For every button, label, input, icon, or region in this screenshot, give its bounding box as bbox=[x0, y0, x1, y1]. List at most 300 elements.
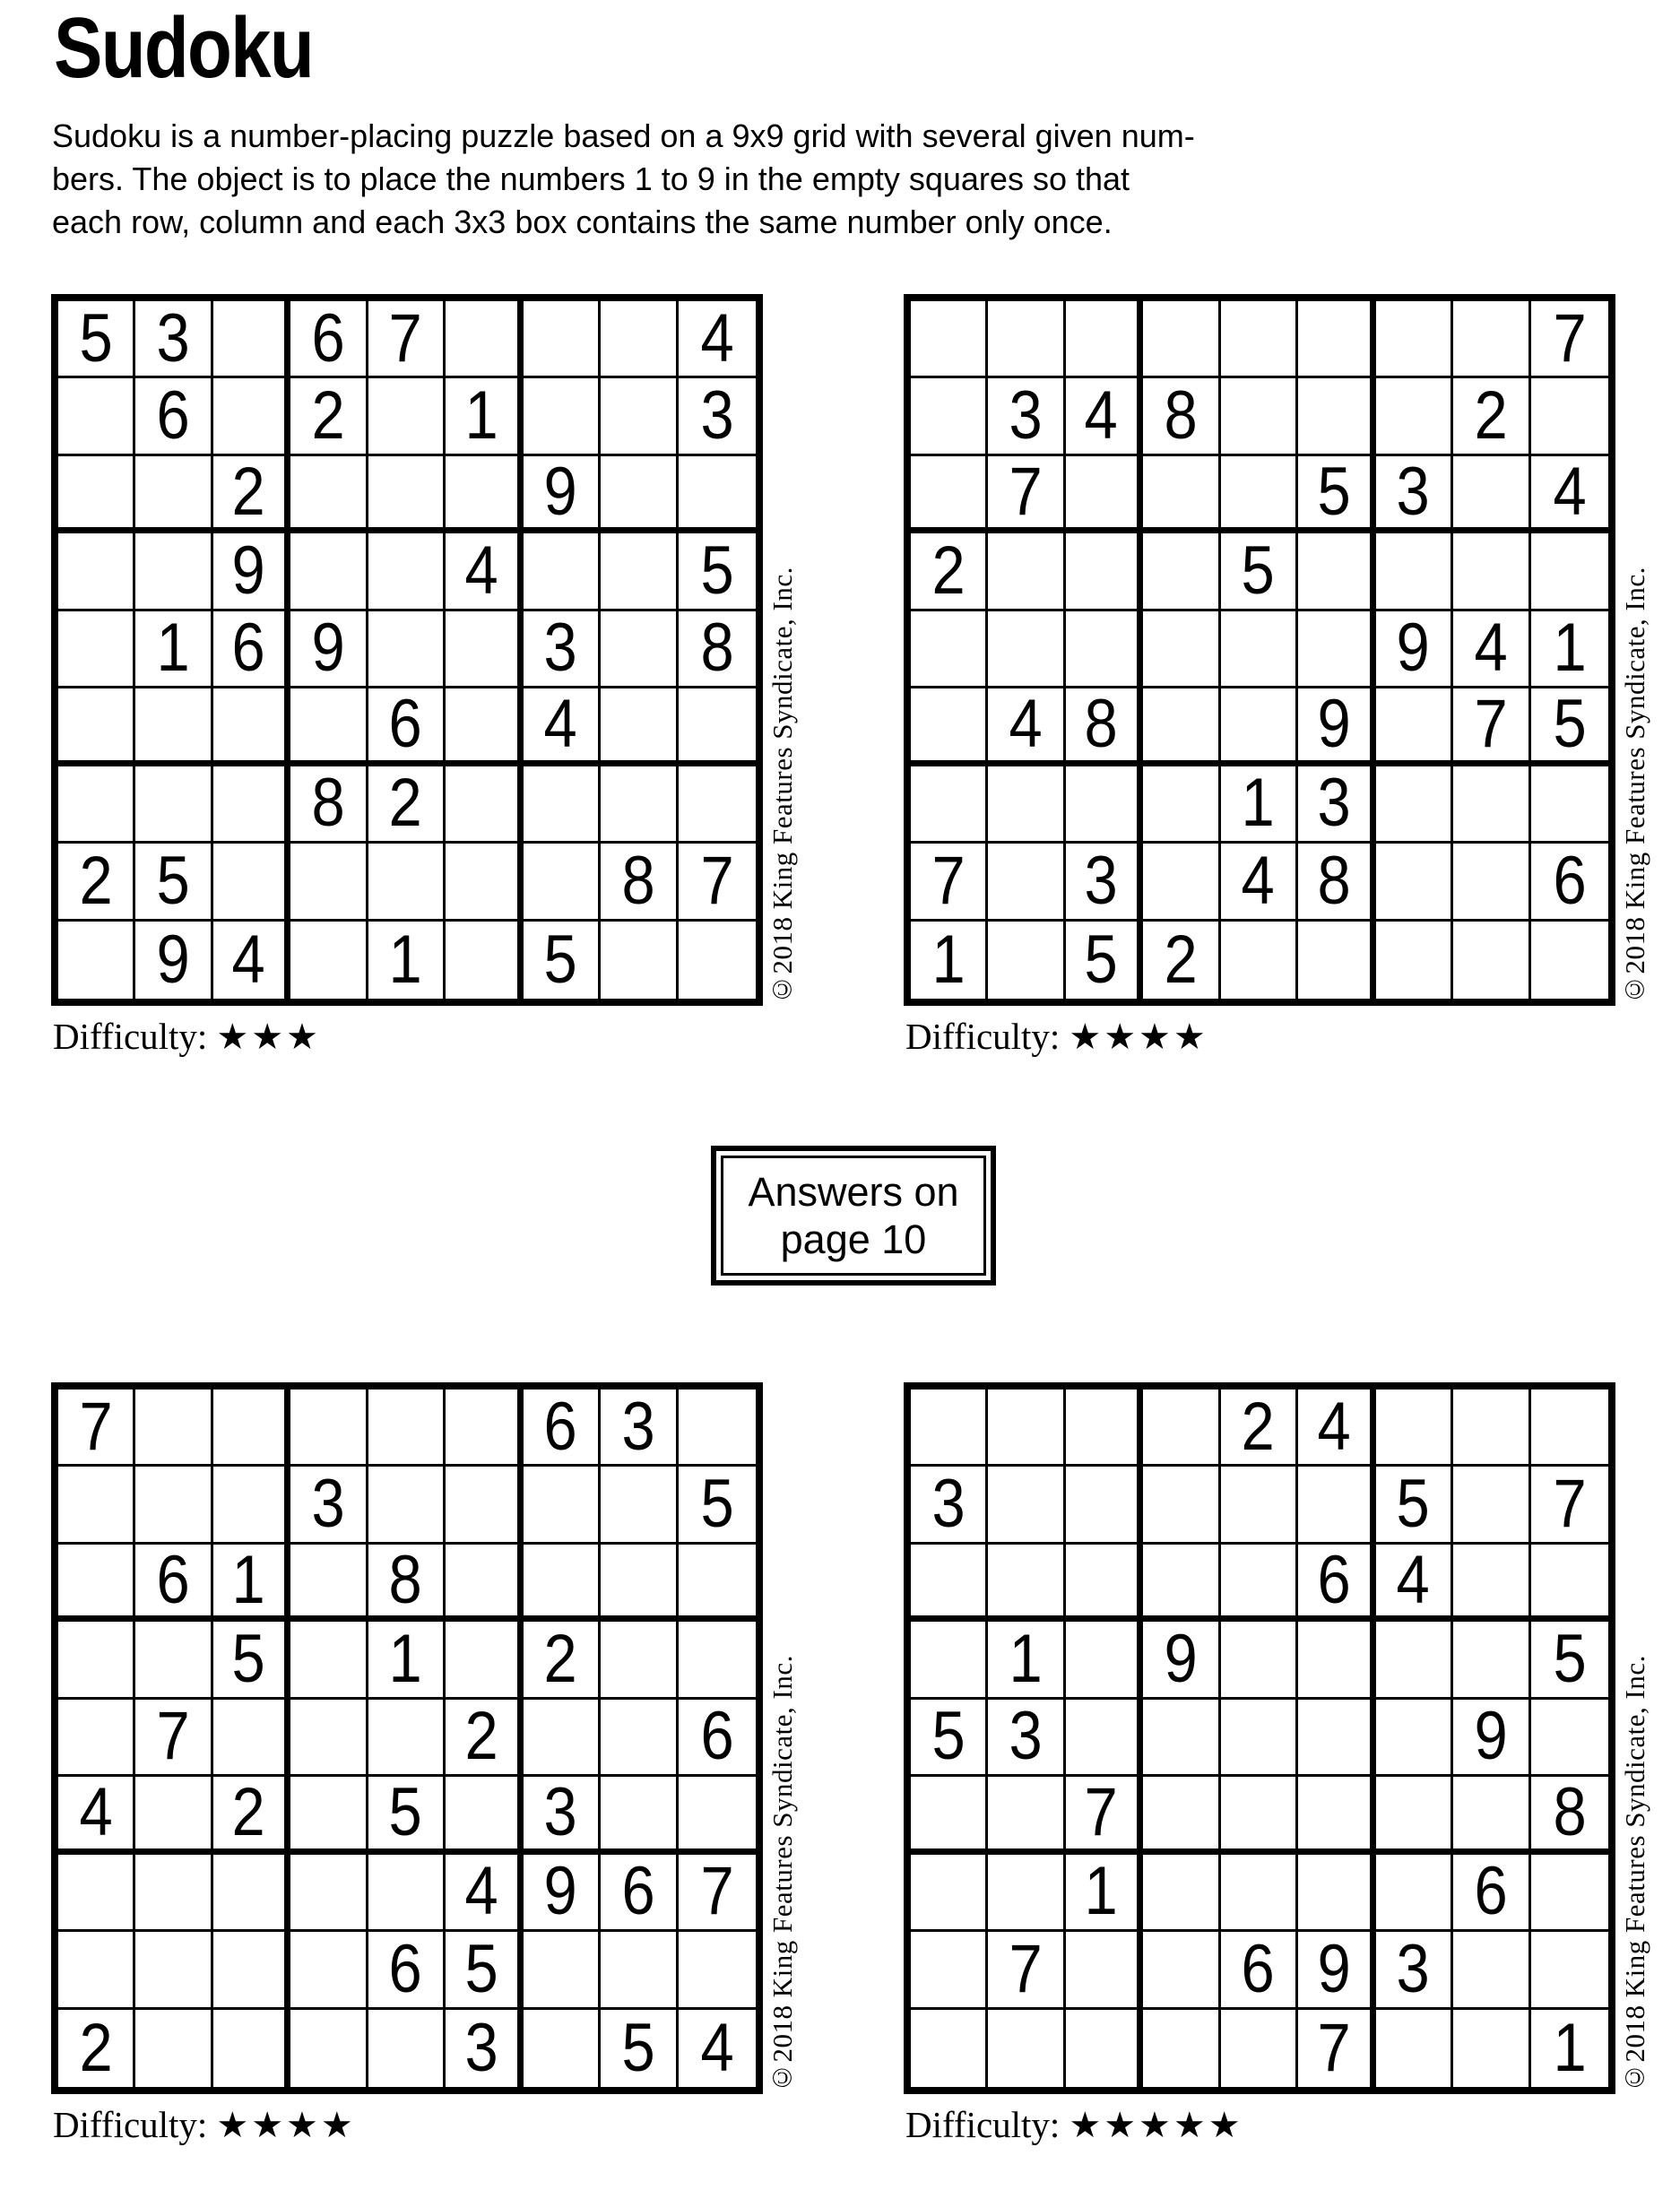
sudoku-4-cell-r7c1 bbox=[911, 1855, 988, 1932]
sudoku-2-cell-r6c1 bbox=[911, 688, 988, 766]
sudoku-3-cell-r3c5: 8 bbox=[368, 1545, 446, 1622]
sudoku-2-cell-r3c2: 7 bbox=[988, 456, 1065, 533]
answers-box bbox=[711, 1146, 996, 1286]
sudoku-1-cell-r3c2 bbox=[135, 456, 212, 533]
sudoku-4-cell-r9c9: 1 bbox=[1553, 2009, 1587, 2086]
sudoku-3-cell-r2c9: 5 bbox=[679, 1467, 756, 1544]
sudoku-3-cell-r2c1 bbox=[58, 1467, 135, 1544]
sudoku-3-cell-r1c1: 7 bbox=[58, 1390, 135, 1467]
sudoku-4-cell-r9c4 bbox=[1143, 2010, 1220, 2087]
sudoku-3-cell-r4c3: 5 bbox=[213, 1622, 290, 1699]
sudoku-4-cell-r5c1: 5 bbox=[911, 1700, 988, 1777]
sudoku-1-cell-r5c1 bbox=[58, 611, 135, 688]
sudoku-4-cell-r2c4 bbox=[1143, 1467, 1220, 1544]
sudoku-4-cell-r3c6: 6 bbox=[1298, 1545, 1375, 1622]
sudoku-3-cell-r3c4 bbox=[290, 1545, 368, 1622]
sudoku-2-cell-r5c9: 1 bbox=[1531, 611, 1608, 688]
sudoku-4-cell-r6c1 bbox=[911, 1777, 988, 1854]
sudoku-3-cell-r3c3: 1 bbox=[213, 1545, 290, 1622]
sudoku-4-cell-r3c4 bbox=[1143, 1545, 1220, 1622]
sudoku-4-cell-r5c4 bbox=[1143, 1700, 1220, 1777]
difficulty-label-4: Difficulty: bbox=[905, 2104, 1061, 2145]
sudoku-4-cell-r5c2: 3 bbox=[988, 1700, 1065, 1777]
sudoku-1-cell-r9c7: 5 bbox=[524, 922, 601, 999]
sudoku-4-cell-r9c1 bbox=[911, 2010, 988, 2087]
sudoku-1-cell-r4c7 bbox=[524, 533, 601, 610]
sudoku-4-cell-r7c5 bbox=[1221, 1855, 1298, 1932]
sudoku-2-cell-r1c8 bbox=[1453, 301, 1530, 378]
sudoku-1-cell-r7c1 bbox=[58, 766, 135, 844]
sudoku-2-cell-r9c7 bbox=[1376, 922, 1453, 999]
sudoku-3-cell-r4c7: 2 bbox=[524, 1622, 601, 1699]
sudoku-1-cell-r8c9: 7 bbox=[679, 844, 756, 921]
sudoku-2-cell-r5c2 bbox=[988, 611, 1065, 688]
sudoku-1-cell-r9c8 bbox=[601, 922, 678, 999]
sudoku-4-cell-r9c8 bbox=[1453, 2010, 1530, 2087]
sudoku-4-cell-r1c1 bbox=[911, 1390, 988, 1467]
copyright-vertical-text-2: ©2018 King Features Syndicate, Inc. bbox=[1619, 567, 1650, 1006]
description-line-3: each row, column and each 3x3 box contains the same number only once. bbox=[52, 203, 1113, 240]
sudoku-4-cell-r1c2 bbox=[988, 1390, 1065, 1467]
sudoku-2-cell-r2c1 bbox=[911, 378, 988, 455]
puzzle-bottom-left bbox=[51, 1382, 822, 2153]
sudoku-3-cell-r7c4 bbox=[290, 1855, 368, 1932]
sudoku-3-cell-r5c9: 6 bbox=[679, 1700, 756, 1777]
sudoku-3-cell-r6c5: 5 bbox=[368, 1777, 446, 1854]
sudoku-1-cell-r2c4: 2 bbox=[290, 378, 368, 455]
sudoku-2-cell-r7c4 bbox=[1143, 766, 1220, 844]
sudoku-3-cell-r8c3 bbox=[213, 1932, 290, 2009]
sudoku-2-cell-r6c3: 8 bbox=[1066, 688, 1143, 766]
sudoku-1-cell-r1c2: 3 bbox=[135, 301, 212, 378]
sudoku-3-cell-r6c1: 4 bbox=[58, 1777, 135, 1854]
sudoku-1-cell-r2c3 bbox=[213, 378, 290, 455]
sudoku-2-cell-r4c3 bbox=[1066, 533, 1143, 610]
sudoku-2-cell-r9c8 bbox=[1453, 922, 1530, 999]
sudoku-4-cell-r7c4 bbox=[1143, 1855, 1220, 1932]
sudoku-2-cell-r6c4 bbox=[1143, 688, 1220, 766]
sudoku-2-cell-r9c6 bbox=[1298, 922, 1375, 999]
difficulty-line-1 bbox=[53, 1017, 321, 1057]
sudoku-4-cell-r6c8 bbox=[1453, 1777, 1530, 1854]
sudoku-3-cell-r5c6: 2 bbox=[446, 1700, 523, 1777]
puzzle-top-right bbox=[904, 294, 1675, 1065]
sudoku-2-cell-r5c4 bbox=[1143, 611, 1220, 688]
sudoku-3-cell-r9c3 bbox=[213, 2010, 290, 2087]
sudoku-4-cell-r3c8 bbox=[1453, 1545, 1530, 1622]
sudoku-1-cell-r3c9 bbox=[679, 456, 756, 533]
sudoku-3-cell-r8c2 bbox=[135, 1932, 212, 2009]
sudoku-3-cell-r5c8 bbox=[601, 1700, 678, 1777]
sudoku-1-cell-r4c3: 9 bbox=[213, 533, 290, 610]
sudoku-2-cell-r3c6: 5 bbox=[1298, 456, 1375, 533]
sudoku-1-cell-r9c1 bbox=[58, 922, 135, 999]
sudoku-2-cell-r2c4: 8 bbox=[1143, 378, 1220, 455]
sudoku-4-cell-r9c6: 7 bbox=[1298, 2010, 1375, 2087]
sudoku-3-cell-r6c4 bbox=[290, 1777, 368, 1854]
sudoku-3-cell-r3c7 bbox=[524, 1545, 601, 1622]
sudoku-4-cell-r4c2: 1 bbox=[988, 1622, 1065, 1699]
sudoku-1-cell-r1c7 bbox=[524, 301, 601, 378]
sudoku-4-cell-r8c4 bbox=[1143, 1932, 1220, 2009]
answers-box-line-2: page 10 bbox=[780, 1216, 927, 1262]
sudoku-2-cell-r8c7 bbox=[1376, 844, 1453, 921]
sudoku-1-cell-r9c5: 1 bbox=[368, 922, 446, 999]
sudoku-1-cell-r5c3: 6 bbox=[213, 611, 290, 688]
sudoku-4-cell-r9c7 bbox=[1376, 2010, 1453, 2087]
sudoku-1-cell-r7c3 bbox=[213, 766, 290, 844]
difficulty-stars-2: ★★★★ bbox=[1069, 1017, 1208, 1058]
sudoku-1-cell-r5c8 bbox=[601, 611, 678, 688]
sudoku-4-cell-r2c9: 7 bbox=[1531, 1467, 1608, 1544]
sudoku-3-cell-r9c2 bbox=[135, 2010, 212, 2087]
sudoku-4-cell-r7c2 bbox=[988, 1855, 1065, 1932]
sudoku-4-cell-r4c4: 9 bbox=[1143, 1622, 1220, 1699]
sudoku-1-cell-r1c4: 6 bbox=[290, 301, 368, 378]
sudoku-4-cell-r1c4 bbox=[1143, 1390, 1220, 1467]
sudoku-2-cell-r3c4 bbox=[1143, 456, 1220, 533]
sudoku-1-cell-r5c6 bbox=[446, 611, 523, 688]
sudoku-1-cell-r1c9: 4 bbox=[679, 301, 756, 378]
sudoku-2-cell-r4c5: 5 bbox=[1221, 533, 1298, 610]
sudoku-3-cell-r3c6 bbox=[446, 1545, 523, 1622]
sudoku-1-cell-r1c5: 7 bbox=[368, 301, 446, 378]
sudoku-1-cell-r6c5: 6 bbox=[368, 688, 446, 766]
sudoku-3-cell-r2c7 bbox=[524, 1467, 601, 1544]
description-line-1: Sudoku is a number-placing puzzle based on a 9x9 grid with several given num- bbox=[52, 117, 1195, 154]
sudoku-3-cell-r1c5 bbox=[368, 1390, 446, 1467]
sudoku-3-cell-r2c4: 3 bbox=[290, 1467, 368, 1544]
sudoku-2-cell-r8c9: 6 bbox=[1531, 844, 1608, 921]
sudoku-4-cell-r5c8: 9 bbox=[1453, 1700, 1530, 1777]
sudoku-3-cell-r5c7 bbox=[524, 1700, 601, 1777]
sudoku-4-cell-r5c6 bbox=[1298, 1700, 1375, 1777]
sudoku-4-cell-r7c8: 6 bbox=[1453, 1855, 1530, 1932]
sudoku-2-cell-r7c8 bbox=[1453, 766, 1530, 844]
sudoku-1-cell-r4c2 bbox=[135, 533, 212, 610]
sudoku-grid-4 bbox=[904, 1382, 1615, 2094]
sudoku-3-cell-r9c6: 3 bbox=[446, 2010, 523, 2087]
sudoku-4-cell-r6c4 bbox=[1143, 1777, 1220, 1854]
sudoku-4-cell-r8c5: 6 bbox=[1221, 1932, 1298, 2009]
sudoku-3-cell-r6c8 bbox=[601, 1777, 678, 1854]
difficulty-line-3 bbox=[53, 2105, 356, 2145]
difficulty-line-4 bbox=[905, 2105, 1243, 2145]
sudoku-1-cell-r2c8 bbox=[601, 378, 678, 455]
sudoku-1-cell-r5c9: 8 bbox=[679, 611, 756, 688]
sudoku-4-cell-r1c8 bbox=[1453, 1390, 1530, 1467]
sudoku-2-cell-r7c9 bbox=[1531, 766, 1608, 844]
sudoku-1-cell-r8c3 bbox=[213, 844, 290, 921]
sudoku-3-cell-r9c4 bbox=[290, 2010, 368, 2087]
sudoku-1-cell-r4c4 bbox=[290, 533, 368, 610]
sudoku-3-cell-r5c2: 7 bbox=[135, 1700, 212, 1777]
difficulty-stars-4: ★★★★★ bbox=[1069, 2105, 1243, 2146]
sudoku-3-cell-r6c3: 2 bbox=[213, 1777, 290, 1854]
sudoku-1-cell-r6c2 bbox=[135, 688, 212, 766]
sudoku-3-cell-r3c2: 6 bbox=[135, 1545, 212, 1622]
sudoku-2-cell-r9c1: 1 bbox=[911, 922, 988, 999]
sudoku-2-cell-r9c9 bbox=[1531, 922, 1608, 999]
sudoku-4-cell-r3c9 bbox=[1531, 1545, 1608, 1622]
sudoku-3-cell-r8c6: 5 bbox=[446, 1932, 523, 2009]
sudoku-2-cell-r3c1 bbox=[911, 456, 988, 533]
sudoku-1-cell-r8c2: 5 bbox=[135, 844, 212, 921]
sudoku-2-cell-r4c8 bbox=[1453, 533, 1530, 610]
sudoku-2-cell-r2c6 bbox=[1298, 378, 1375, 455]
sudoku-2-cell-r4c1: 2 bbox=[911, 533, 988, 610]
sudoku-2-cell-r1c9: 7 bbox=[1531, 301, 1608, 378]
answers-box-line-1: Answers on bbox=[748, 1168, 959, 1215]
sudoku-1-cell-r3c6 bbox=[446, 456, 523, 533]
sudoku-2-cell-r4c2 bbox=[988, 533, 1065, 610]
sudoku-3-cell-r5c3 bbox=[213, 1700, 290, 1777]
sudoku-1-cell-r4c9: 5 bbox=[679, 533, 756, 610]
difficulty-stars-3: ★★★★ bbox=[216, 2105, 356, 2146]
sudoku-4-cell-r1c5: 2 bbox=[1221, 1390, 1298, 1467]
sudoku-4-cell-r6c6 bbox=[1298, 1777, 1375, 1854]
sudoku-3-cell-r9c8: 5 bbox=[601, 2010, 678, 2087]
sudoku-1-cell-r4c1 bbox=[58, 533, 135, 610]
sudoku-1-cell-r7c4: 8 bbox=[290, 766, 368, 844]
sudoku-4-cell-r8c8 bbox=[1453, 1932, 1530, 2009]
sudoku-2-cell-r8c3: 3 bbox=[1066, 844, 1143, 921]
sudoku-1-cell-r3c5 bbox=[368, 456, 446, 533]
sudoku-3-cell-r7c8: 6 bbox=[601, 1855, 678, 1932]
sudoku-2-cell-r3c9: 4 bbox=[1531, 456, 1608, 533]
sudoku-2-cell-r1c4 bbox=[1143, 301, 1220, 378]
sudoku-3-cell-r4c1 bbox=[58, 1622, 135, 1699]
sudoku-1-cell-r4c6: 4 bbox=[446, 533, 523, 610]
sudoku-4-cell-r7c6 bbox=[1298, 1855, 1375, 1932]
sudoku-4-cell-r3c5 bbox=[1221, 1545, 1298, 1622]
sudoku-1-cell-r4c8 bbox=[601, 533, 678, 610]
sudoku-2-cell-r5c1 bbox=[911, 611, 988, 688]
sudoku-3-cell-r1c4 bbox=[290, 1390, 368, 1467]
sudoku-2-cell-r8c2 bbox=[988, 844, 1065, 921]
sudoku-3-cell-r9c5 bbox=[368, 2010, 446, 2087]
sudoku-1-cell-r3c1 bbox=[58, 456, 135, 533]
sudoku-3-cell-r7c5 bbox=[368, 1855, 446, 1932]
sudoku-1-cell-r3c8 bbox=[601, 456, 678, 533]
sudoku-2-cell-r5c7: 9 bbox=[1376, 611, 1453, 688]
description-line-2: bers. The object is to place the numbers 1 to 9 in the empty squares so that bbox=[52, 160, 1130, 197]
sudoku-grid-3 bbox=[51, 1382, 763, 2094]
sudoku-4-cell-r5c5 bbox=[1221, 1700, 1298, 1777]
sudoku-3-cell-r4c5: 1 bbox=[368, 1622, 446, 1699]
sudoku-3-cell-r7c1 bbox=[58, 1855, 135, 1932]
sudoku-3-cell-r6c2 bbox=[135, 1777, 212, 1854]
sudoku-2-cell-r1c3 bbox=[1066, 301, 1143, 378]
sudoku-3-cell-r5c5 bbox=[368, 1700, 446, 1777]
sudoku-1-cell-r8c7 bbox=[524, 844, 601, 921]
sudoku-1-cell-r7c9 bbox=[679, 766, 756, 844]
sudoku-3-cell-r9c1: 2 bbox=[58, 2010, 135, 2087]
sudoku-1-cell-r7c5: 2 bbox=[368, 766, 446, 844]
sudoku-2-cell-r7c3 bbox=[1066, 766, 1143, 844]
sudoku-2-cell-r7c5: 1 bbox=[1221, 766, 1298, 844]
sudoku-2-cell-r6c8: 7 bbox=[1453, 688, 1530, 766]
sudoku-1-cell-r7c8 bbox=[601, 766, 678, 844]
description bbox=[52, 115, 1397, 244]
sudoku-4-cell-r4c9: 5 bbox=[1531, 1622, 1608, 1699]
sudoku-4-cell-r9c2 bbox=[988, 2010, 1065, 2087]
sudoku-2-cell-r1c2 bbox=[988, 301, 1065, 378]
sudoku-3-cell-r8c8 bbox=[601, 1932, 678, 2009]
sudoku-3-cell-r7c2 bbox=[135, 1855, 212, 1932]
sudoku-1-cell-r6c8 bbox=[601, 688, 678, 766]
sudoku-4-cell-r5c3 bbox=[1066, 1700, 1143, 1777]
sudoku-2-cell-r9c5 bbox=[1221, 922, 1298, 999]
sudoku-1-cell-r5c2: 1 bbox=[135, 611, 212, 688]
sudoku-1-cell-r2c2: 6 bbox=[135, 378, 212, 455]
sudoku-3-cell-r7c9: 7 bbox=[679, 1855, 756, 1932]
sudoku-2-cell-r7c7 bbox=[1376, 766, 1453, 844]
answers-box-inner bbox=[721, 1156, 986, 1276]
sudoku-4-cell-r6c9: 8 bbox=[1531, 1777, 1608, 1854]
sudoku-1-cell-r8c8: 8 bbox=[601, 844, 678, 921]
sudoku-2-cell-r9c3: 5 bbox=[1066, 922, 1143, 999]
sudoku-2-cell-r4c6 bbox=[1298, 533, 1375, 610]
copyright-vertical-text-4: ©2018 King Features Syndicate, Inc. bbox=[1619, 1655, 1650, 2094]
sudoku-4-cell-r8c1 bbox=[911, 1932, 988, 2009]
sudoku-2-cell-r2c3: 4 bbox=[1066, 378, 1143, 455]
sudoku-3-cell-r9c7 bbox=[524, 2010, 601, 2087]
sudoku-2-cell-r6c7 bbox=[1376, 688, 1453, 766]
copyright-vertical-text-1: ©2018 King Features Syndicate, Inc. bbox=[766, 567, 798, 1006]
sudoku-2-cell-r4c7 bbox=[1376, 533, 1453, 610]
sudoku-4-cell-r1c7 bbox=[1376, 1390, 1453, 1467]
sudoku-3-cell-r6c9 bbox=[679, 1777, 756, 1854]
sudoku-4-cell-r5c9 bbox=[1531, 1700, 1608, 1777]
sudoku-2-cell-r8c8 bbox=[1453, 844, 1530, 921]
sudoku-3-cell-r8c4 bbox=[290, 1932, 368, 2009]
difficulty-line-2 bbox=[905, 1017, 1208, 1057]
sudoku-2-cell-r6c2: 4 bbox=[988, 688, 1065, 766]
sudoku-3-cell-r8c7 bbox=[524, 1932, 601, 2009]
sudoku-1-cell-r9c6 bbox=[446, 922, 523, 999]
sudoku-2-cell-r1c6 bbox=[1298, 301, 1375, 378]
sudoku-1-cell-r8c5 bbox=[368, 844, 446, 921]
sudoku-2-cell-r4c9 bbox=[1531, 533, 1608, 610]
sudoku-3-cell-r8c5: 6 bbox=[368, 1932, 446, 2009]
sudoku-3-cell-r1c2 bbox=[135, 1390, 212, 1467]
sudoku-1-cell-r4c5 bbox=[368, 533, 446, 610]
sudoku-3-cell-r7c6: 4 bbox=[446, 1855, 523, 1932]
sudoku-1-cell-r7c7 bbox=[524, 766, 601, 844]
sudoku-4-cell-r8c9 bbox=[1531, 1932, 1608, 2009]
sudoku-4-cell-r2c2 bbox=[988, 1467, 1065, 1544]
difficulty-stars-1: ★★★ bbox=[216, 1017, 321, 1058]
sudoku-2-cell-r9c2 bbox=[988, 922, 1065, 999]
sudoku-1-cell-r2c7 bbox=[524, 378, 601, 455]
sudoku-3-cell-r5c1 bbox=[58, 1700, 135, 1777]
sudoku-4-cell-r6c2 bbox=[988, 1777, 1065, 1854]
sudoku-1-cell-r2c5 bbox=[368, 378, 446, 455]
sudoku-1-cell-r9c3: 4 bbox=[213, 922, 290, 999]
sudoku-2-cell-r1c5 bbox=[1221, 301, 1298, 378]
sudoku-4-cell-r4c1 bbox=[911, 1622, 988, 1699]
sudoku-1-cell-r3c4 bbox=[290, 456, 368, 533]
sudoku-1-cell-r7c6 bbox=[446, 766, 523, 844]
sudoku-1-cell-r6c4 bbox=[290, 688, 368, 766]
sudoku-2-cell-r6c5 bbox=[1221, 688, 1298, 766]
sudoku-3-cell-r7c7: 9 bbox=[524, 1855, 601, 1932]
sudoku-4-cell-r1c6: 4 bbox=[1298, 1390, 1375, 1467]
sudoku-3-cell-r2c6 bbox=[446, 1467, 523, 1544]
sudoku-3-cell-r4c9 bbox=[679, 1622, 756, 1699]
sudoku-1-cell-r7c2 bbox=[135, 766, 212, 844]
sudoku-1-cell-r2c1 bbox=[58, 378, 135, 455]
sudoku-3-cell-r1c3 bbox=[213, 1390, 290, 1467]
sudoku-2-cell-r5c3 bbox=[1066, 611, 1143, 688]
sudoku-3-cell-r4c2 bbox=[135, 1622, 212, 1699]
sudoku-2-cell-r5c6 bbox=[1298, 611, 1375, 688]
sudoku-3-cell-r1c7: 6 bbox=[524, 1390, 601, 1467]
sudoku-4-cell-r2c7: 5 bbox=[1376, 1467, 1453, 1544]
sudoku-4-cell-r5c7 bbox=[1376, 1700, 1453, 1777]
sudoku-3-cell-r2c3 bbox=[213, 1467, 290, 1544]
sudoku-1-cell-r9c4 bbox=[290, 922, 368, 999]
sudoku-3-cell-r8c1 bbox=[58, 1932, 135, 2009]
sudoku-1-cell-r8c6 bbox=[446, 844, 523, 921]
sudoku-3-cell-r6c6 bbox=[446, 1777, 523, 1854]
sudoku-4-cell-r4c3 bbox=[1066, 1622, 1143, 1699]
sudoku-1-cell-r6c6 bbox=[446, 688, 523, 766]
sudoku-grid-2 bbox=[904, 294, 1615, 1006]
sudoku-1-cell-r2c9: 3 bbox=[679, 378, 756, 455]
copyright-vertical-text-3: ©2018 King Features Syndicate, Inc. bbox=[766, 1655, 798, 2094]
sudoku-3-cell-r4c6 bbox=[446, 1622, 523, 1699]
sudoku-1-cell-r3c7: 9 bbox=[524, 456, 601, 533]
sudoku-4-cell-r6c7 bbox=[1376, 1777, 1453, 1854]
sudoku-2-cell-r8c5: 4 bbox=[1221, 844, 1298, 921]
sudoku-1-cell-r1c3 bbox=[213, 301, 290, 378]
sudoku-2-cell-r2c8: 2 bbox=[1453, 378, 1530, 455]
sudoku-4-cell-r8c6: 9 bbox=[1298, 1932, 1375, 2009]
page-title: Sudoku bbox=[54, 0, 313, 96]
sudoku-4-cell-r3c1 bbox=[911, 1545, 988, 1622]
puzzle-top-left bbox=[51, 294, 822, 1065]
sudoku-3-cell-r3c9 bbox=[679, 1545, 756, 1622]
sudoku-2-cell-r2c5 bbox=[1221, 378, 1298, 455]
sudoku-2-cell-r8c1: 7 bbox=[911, 844, 988, 921]
sudoku-4-cell-r4c5 bbox=[1221, 1622, 1298, 1699]
sudoku-4-cell-r3c2 bbox=[988, 1545, 1065, 1622]
sudoku-2-cell-r5c5 bbox=[1221, 611, 1298, 688]
sudoku-4-cell-r3c7: 4 bbox=[1376, 1545, 1453, 1622]
sudoku-4-cell-r9c5 bbox=[1221, 2010, 1298, 2087]
sudoku-2-cell-r3c5 bbox=[1221, 456, 1298, 533]
sudoku-1-cell-r9c9 bbox=[679, 922, 756, 999]
sudoku-3-cell-r1c9 bbox=[679, 1390, 756, 1467]
sudoku-1-cell-r8c1: 2 bbox=[58, 844, 135, 921]
sudoku-2-cell-r6c9: 5 bbox=[1531, 688, 1608, 766]
sudoku-grid-1 bbox=[51, 294, 763, 1006]
sudoku-4-cell-r7c7 bbox=[1376, 1855, 1453, 1932]
sudoku-2-cell-r3c3 bbox=[1066, 456, 1143, 533]
sudoku-2-cell-r1c7 bbox=[1376, 301, 1453, 378]
sudoku-4-cell-r8c7: 3 bbox=[1376, 1932, 1453, 2009]
sudoku-2-cell-r1c1 bbox=[911, 301, 988, 378]
sudoku-2-cell-r2c2: 3 bbox=[988, 378, 1065, 455]
sudoku-4-cell-r7c9 bbox=[1531, 1855, 1608, 1932]
sudoku-2-cell-r4c4 bbox=[1143, 533, 1220, 610]
sudoku-3-cell-r8c9 bbox=[679, 1932, 756, 2009]
sudoku-4-cell-r1c3 bbox=[1066, 1390, 1143, 1467]
sudoku-2-cell-r5c8: 4 bbox=[1453, 611, 1530, 688]
difficulty-label-2: Difficulty: bbox=[905, 1016, 1061, 1057]
